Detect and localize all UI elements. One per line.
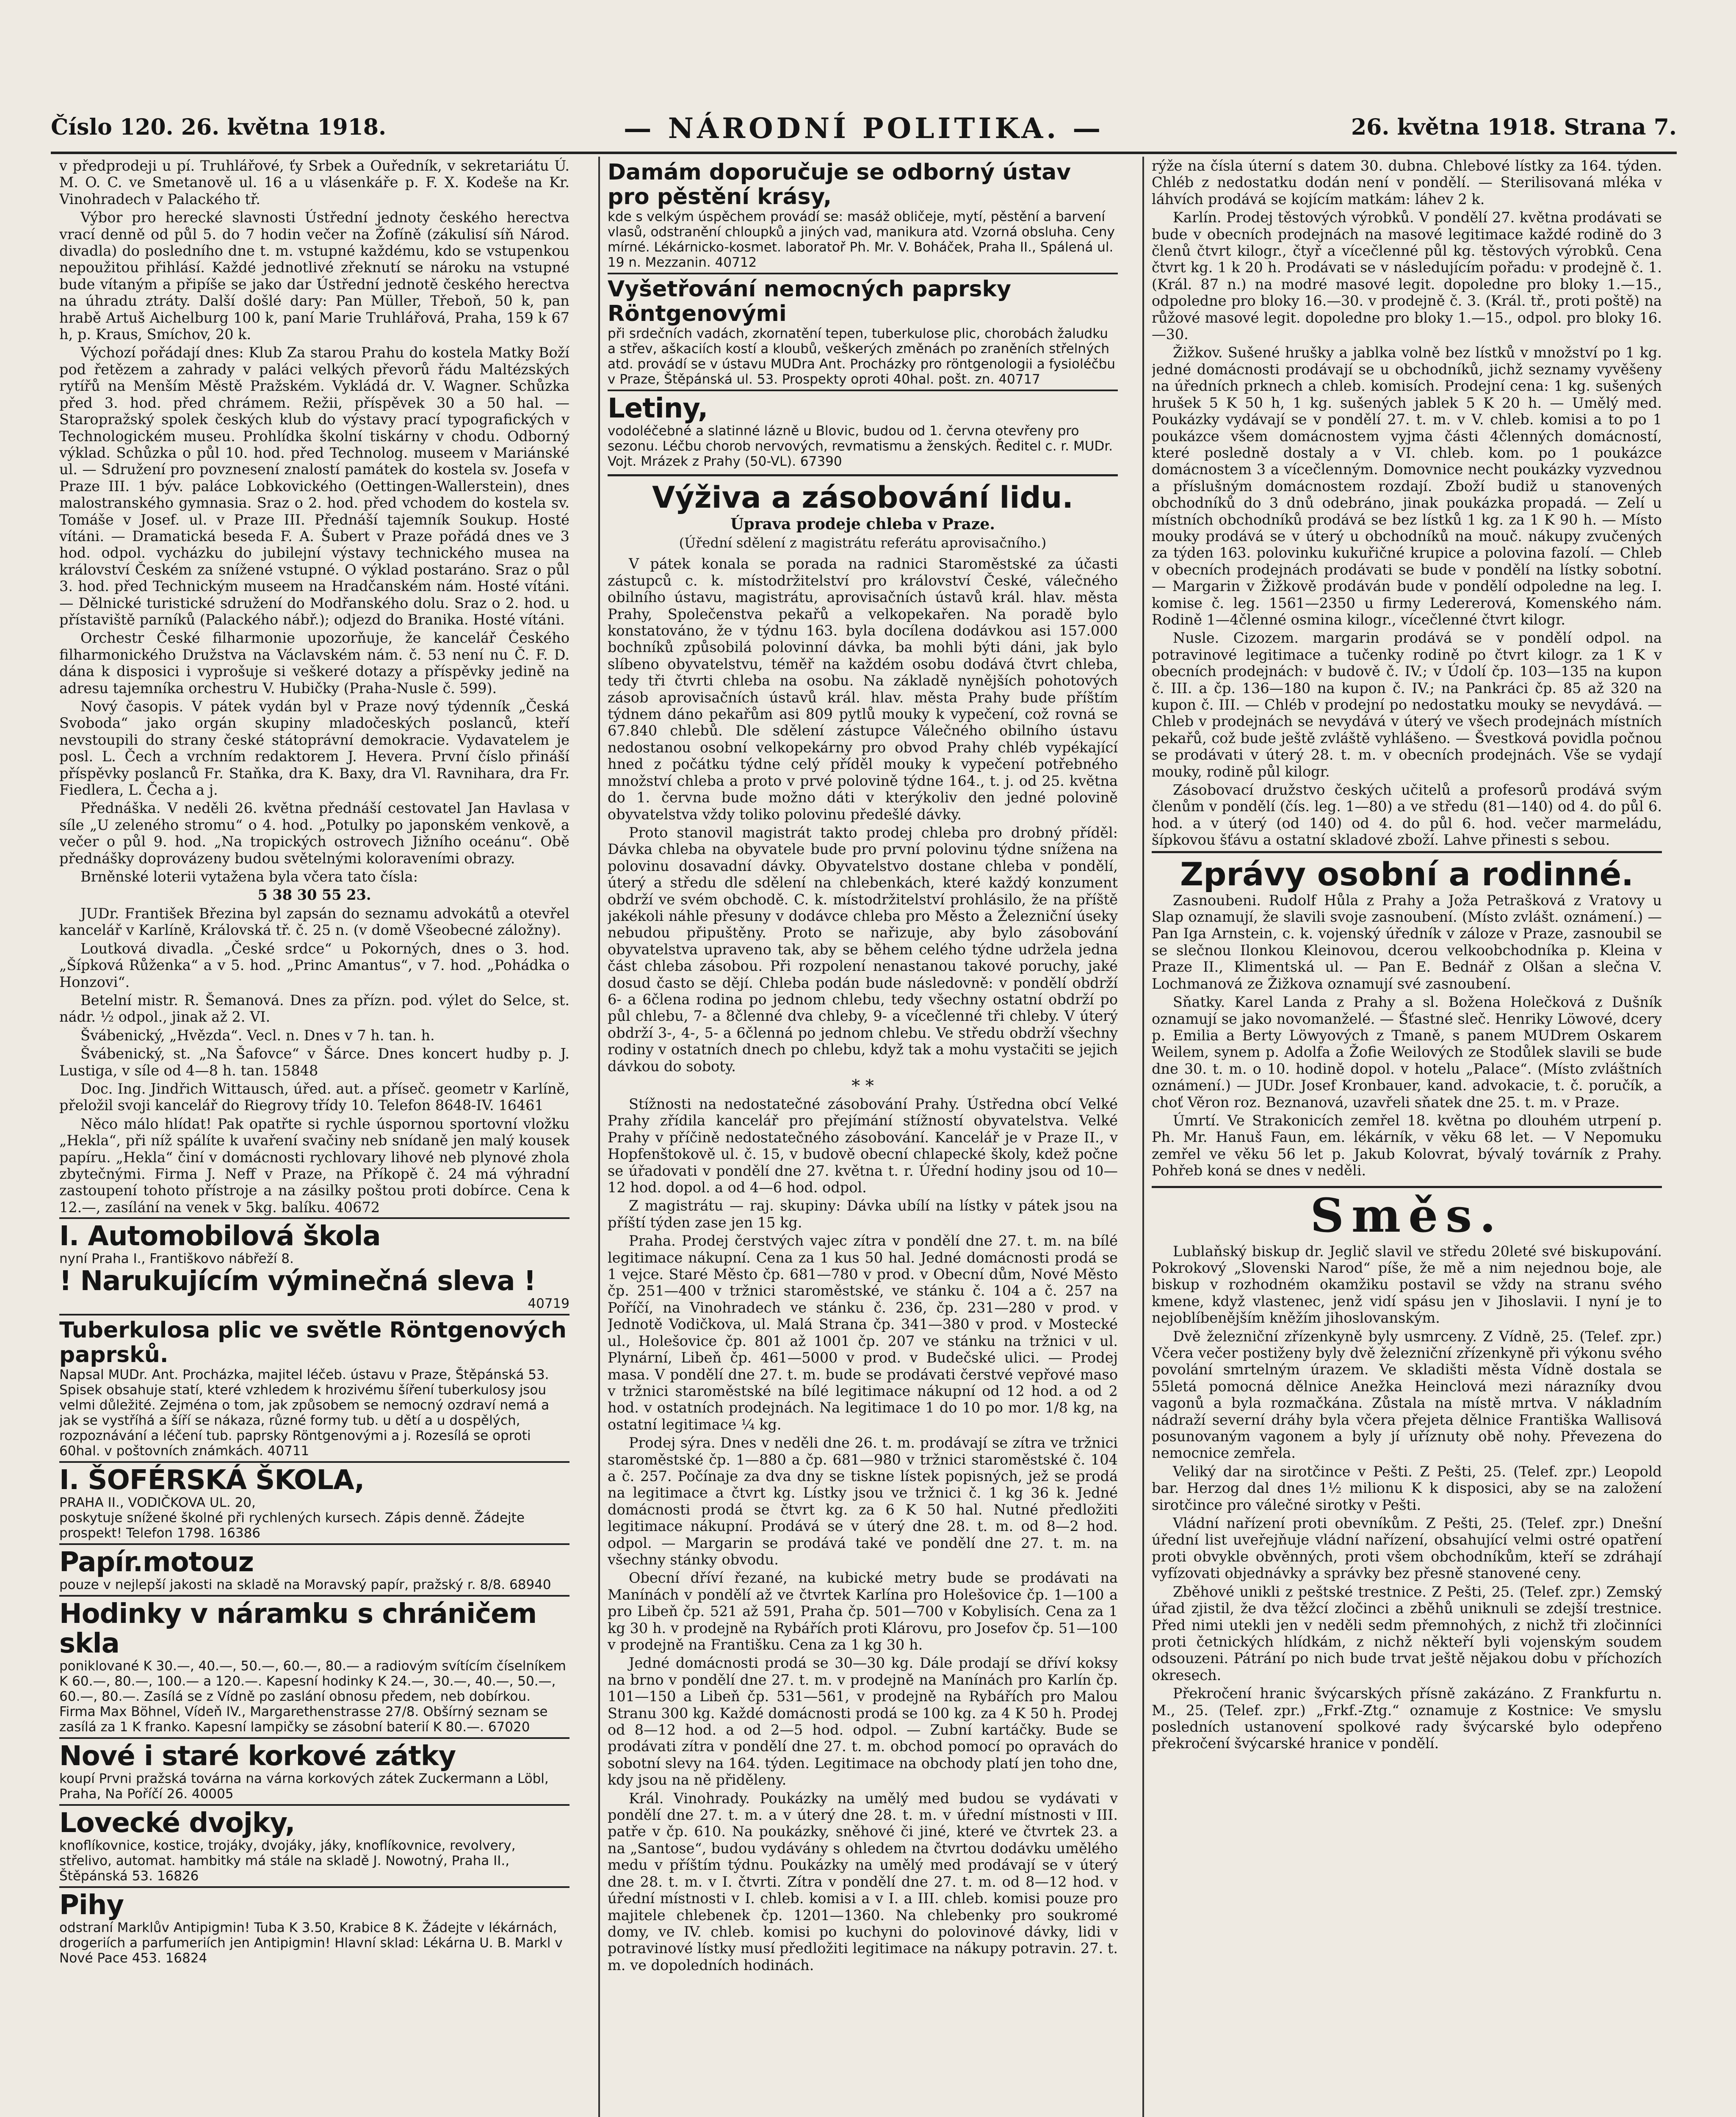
- ad-headline: Papír.motouz: [59, 1547, 254, 1578]
- lottery-numbers: 5 38 30 55 23.: [257, 887, 371, 904]
- section-headline: Směs.: [1152, 1186, 1662, 1243]
- section-ornament: * *: [851, 1076, 874, 1096]
- article-paragraph: Proto stanovil magistrát takto prodej chleba pro drobný příděl: Dávka chleba na obyvatele bude pro první polovinu týdne snížena na polovinu dosavadní dávky. Obyvatelstvo dostane chleba v pondělí, úterý a středu dle sdělení na chlebenkách, které každý konzument obdrží ve svém obchodě. C. k. místodržitelství prohlásilo, že na příště jakékoli náhle přesuny v dodávce chleba pro Město a Železniční úseky nebudou připuštěny. Proto se nařizuje, aby bylo zásobování obyvatelstva upraveno tak, aby se během celého týdne udržela jedna část chleba zásobou. Při rozpolení nenastanou takové poruchy, jaké dosud často se dějí. Chleba podán bude následovně: v pondělí obdrží 6- a 6člena rodina po jednom chlebu, tedy všechny ostatní obdrží po půl chlebu, 7- a 8členné dva chleby, 9- a vícečlenné tři chleby. V úterý obdrží 3-, 4-, 5- a 6členná po jednom chlebu. Ve středu obdrží všechny rodiny v ostatních dnech po chlebu, když tak a mohu vystačiti se jejich dávkou do soboty.: [608, 824, 1118, 1075]
- ad-headline: I. Automobilová škola: [59, 1221, 381, 1252]
- newspaper-title: — NÁRODNÍ POLITIKA. —: [623, 112, 1104, 145]
- article-paragraph: JUDr. František Březina byl zapsán do seznamu advokátů a otevřel kancelář v Karlíně, Královská tř. č. 25 n. (v domě Všeobecné záložny).: [59, 905, 569, 939]
- article-paragraph: Z magistrátu — raj. skupiny: Dávka ubílí na lístky v pátek jsou na příští týden zase jen 15 kg.: [608, 1197, 1118, 1231]
- section-headline: Výživa a zásobování lidu.: [608, 474, 1118, 515]
- ad-headline: Vyšetřování nemocných paprsky Röntgenovými: [608, 276, 1012, 326]
- advertisement: [608, 158, 1118, 273]
- article-paragraph: Výbor pro herecké slavnosti Ústřední jednoty českého herectva vrací denně od půl 5. do 7 hodin večer na Žofíně (zákulisí síň Národ. divadla) do posledního dne t. m. vstupné každému, kdo se vstupenkou nepoužitou přihlásí. Každé jednotlivé zřeknutí se nároku na vstupné bude vítaným a připíše se jako dar Ústřední jednotě českého herectva na úhradu ztráty. Další došlé dary: Pan Müller, Třeboň, 50 k, pan hrabě Artuš Aichelburg 100 k, paní Marie Truhlářová, Praha, 159 k 67 h, p. Kraus, Smíchov, 20 k.: [59, 209, 569, 343]
- column-3: [1152, 158, 1662, 2117]
- article-paragraph: Loutková divadla. „České srdce“ u Pokorných, dnes o 3. hod. „Šípková Růženka“ a v 5. hod. „Princ Amantus“, v 7. hod. „Pohádka o Honzovi“.: [59, 940, 569, 990]
- article-paragraph: Karlín. Prodej těstových výrobků. V pondělí 27. května prodávati se bude v obecních prodejnách na masové legitimace každé rodině do 3 členů čtvrt kilogr., čtyř a vícečlenné půl kg. těstových výrobků. Cena čtvrt kg. 1 k 20 h. Prodávati se v následujícím pořadu: v prodejně č. 1. (Král. 87 n.) na modré masové legit. dopoledne pro bloky 1.—15., odpoledne pro bloky 16.—30. v prodejně č. 3. (Král. tř., proti poště) na růžové masové legit. dopoledne pro bloky 1.—15., odpol. pro bloky 16.—30.: [1152, 209, 1662, 343]
- column-divider: [1142, 157, 1144, 2117]
- ad-headline: Lovecké dvojky,: [59, 1807, 295, 1839]
- article-paragraph: Úmrtí. Ve Strakonicích zemřel 18. května po dlouhém utrpení p. Ph. Mr. Hanuš Faun, em. lékárník, v věku 68 let. — V Nepomuku zemřel ve věku 56 let p. Jakub Kolovrat, bývalý továrník z Prahy. Pohřeb koná se dnes v neděli.: [1152, 1112, 1662, 1179]
- page-header: [51, 114, 1677, 152]
- ad-text: kde s velkým úspěchem provádí se: masáž obličeje, mytí, pěstění a barvení vlasů, odstranění chloupků a jiných vad, manikura atd. Vzorná obsluha. Ceny mírné. Lékárnicko-kosmet. laboratoř Ph. Mr. V. Boháček, Praha II., Spálená ul. 19 n. Mezzanin. 40712: [608, 209, 1115, 270]
- classified-notice: Švábenický, st. „Na Šafovce“ v Šárce. Dnes koncert hudby p. J. Lustiga, v síle od 4—8 h. tan. 15848: [59, 1045, 569, 1079]
- ad-text: PRAHA II., VODIČKOVA UL. 20,: [59, 1495, 256, 1511]
- article-paragraph: Stížnosti na nedostatečné zásobování Prahy. Ústředna obcí Velké Prahy zřídila kancelář pro přejímání stížností obyvatelstva. Velké Prahy v příčině nedostatečného zásobování. Kancelář je v Praze II., v Hopfenštokově ul. č. 15, v budově obecní chlapecké školy, kdež počne se úřadovati v pondělí dne 27. května t. r. Úřední hodiny jsou od 10—12 hod. dopol. a od 4—6 hod. odpol.: [608, 1096, 1118, 1196]
- article-paragraph: Zběhové unikli z peštské trestnice. Z Pešti, 25. (Telef. zpr.) Zemský úřad zjistil, že dva těžcí zločinci a zběhů uniknuli se zdejší trestnice. Před nimi utekli jen v neděli sedm přemnohých, z nichž tři zločinníci proti četnických hlídkám, z nichž někteří byli vojenským soudem odsouzeni. Pátrání po nich bude trvat ještě nějakou dobu v příchozích okresech.: [1152, 1583, 1662, 1683]
- ad-text: poniklované K 30.—, 40.—, 50.—, 60.—, 80.— a radiovým svítícím číselníkem K 60.—, 80.—, 100.— a 120.—. Kapesní hodinky K 24.—, 30.—, 40.—, 50.—, 60.—, 80.—. Zasílá se z Vídně po zaslání obnosu předem, neb dobírkou. Firma Max Böhnel, Vídeň IV., Margarethenstrasse 27/8. Obšírný seznam se zasílá za 1 K franko. Kapesní lampičky se zásobní baterií K 80.—. 67020: [59, 1658, 566, 1735]
- article-paragraph: Lublaňský biskup dr. Jeglič slavil ve středu 20leté své biskupování. Pokrokový „Slovenski Narod“ píše, že mě a nim nejednou boje, ale biskup v rozhodném okamžiku postavil se vždy na stranu svého kmene, když vlastenec, jenž vidí spásu jen v Jihoslavii. I nyní je to nejoblíbenějším kněžím jihoslovanským.: [1152, 1243, 1662, 1327]
- header-date-page: 26. května 1918. Strana 7.: [1351, 114, 1677, 140]
- advertisement: [59, 1543, 569, 1595]
- column-divider: [598, 157, 600, 2117]
- classified-notice: Něco málo hlídat! Pak opatřte si rychle úspornou sportovní vložku „Hekla“, při níž spálíte k uvaření svačiny neb snídaně jen malý kousek papíru. „Hekla“ činí v domácnosti rychlovary lihové neb plynové zhola zbytečnými. Firma J. Neff v Praze, na Příkopě č. 24 má výhradní zastoupení tohoto přístroje a na zásilky poštou proti dobírce. Cena k 12.—, zasílání na venek v 5kg. balíku. 40672: [59, 1115, 569, 1216]
- column-1: [59, 158, 569, 2117]
- article-paragraph: rýže na čísla úterní s datem 30. dubna. Chlebové lístky za 164. týden. Chléb z nedostatku dodán není v pondělí. — Sterilisovaná mléka v láhvích prodává se kojícím matkám: láhev 2 k.: [1152, 158, 1662, 207]
- classified-notice: Doc. Ing. Jindřich Wittausch, úřed. aut. a příseč. geometr v Karlíně, přeložil svoji kancelář do Riegrovy třídy 10. Telefon 8648-IV. 16461: [59, 1080, 569, 1114]
- ad-headline: Nové i staré korkové zátky: [59, 1741, 456, 1772]
- ad-text: knoflíkovnice, kostice, trojáky, dvojáky, jáky, knoflíkovnice, revolvery, střelivo, automat. hambitky má stále na skladě J. Nowotný, Praha II., Štěpánská 53. 16826: [59, 1838, 516, 1884]
- article-paragraph: Zásobovací družstvo českých učitelů a profesorů prodává svým členům v pondělí (čís. leg. 1—80) a ve středu (81—140) od 4. do půl 6. hod. a v úterý (od 140) od 4. do půl 6. hod. večer marmeládu, šípkovou šťávu a ostatní skladové zboží. Lahve přinesti s sebou.: [1152, 782, 1662, 848]
- ad-headline: Damám doporučuje se odborný ústav pro pěstění krásy,: [608, 160, 1071, 210]
- article-paragraph: Praha. Prodej čerstvých vajec zítra v pondělí dne 27. t. m. na bílé legitimace nákupní. Cena za 1 kus 50 hal. Jedné domácnosti prodá se 1 vejce. Staré Město čp. 681—780 v prod. v Obecní dům, Nové Město čp. 251—400 v tržnici staroměstské, ve stánku č. 104 a č. 257 na Poříčí, na Vinohradech ve stánku č. 236, čp. 231—280 v prod. v Jednotě Vodičkova, ul. Malá Strana čp. 341—380 v prod. v Mostecké ul., Holešovice čp. 801 až 1001 čp. 207 ve stánku na tržnici v ul. Plynární, Libeň čp. 461—5000 v prod. v Budečské ulici. — Prodej masa. V pondělí dne 27. t. m. bude se prodávati čerstvé vepřové maso v tržnici staroměstské na bílé legitimace nákupní od 12 hod. a od 2 hod. v ostatních prodejnách. Na legitimace 1 do 10 po mor. 1/8 kg, na ostatní legitimace ¼ kg.: [608, 1233, 1118, 1433]
- article-paragraph: Jedné domácnosti prodá se 30—30 kg. Dále prodají se dříví koksy na brno v pondělí dne 27. t. m. v prodejně na Manínách pro Karlín čp. 101—150 a Libeň čp. 531—561, v prodejně na Rybářích pro Malou Stranu 300 kg. Každé domácnosti prodá se 100 kg. za 4 K 50 h. Prodej od 8—12 hod. a od 2—5 hod. odpol. — Zubní kartáčky. Bude se prodávati zítra v pondělí dne 27. t. m. obchod pomocí po opravách do sobotní slevy na 164. týden. Legitimace na obchody platí jen toho dne, kdy jsou na ně přiděleny.: [608, 1655, 1118, 1788]
- article-paragraph: V pátek konala se porada na radnici Staroměstské za účasti zástupců c. k. místodržitelství pro království České, válečného obilního ústavu, magistrátu, aprovisačních ústavů král. hlav. města Prahy, Společenstva pekařů a velkopekařen. Na poradě bylo konstatováno, že v týdnu 163. byla docílena dodávkou asi 157.000 bochníků způsobilá polovinní dávka, ba mohli býti dáni, jak bylo slíbeno obyvatelstvu, téměř na každém osobu dodává čtvrt chleba, tedy tři čtvrti chleba na osobu. Na základě nynějších pohotových zásob aprovisačních ústavů král. hlav. města Prahy bude příštím týdnem dáno pekařům asi 809 pytlů mouky k vypečení, což rovná se 67.840 chlebů. Dle sdělení zástupce Válečného obilního ústavu nedostanou osobní velkopekárny pro obvod Prahy chléb vypékající hned z počátku týdne celý příděl mouky k vypečení potřebného množství chleba a proto v prvé polovině týdne 164., t. j. od 25. května do 1. června bude možno dáti v kterýkoliv den jedné polovině obyvatelstva vždy toliko polovinu předešlé dávky.: [608, 556, 1118, 823]
- article-paragraph: Král. Vinohrady. Poukázky na umělý med budou se vydávati v pondělí dne 27. t. m. a v úterý dne 28. t. m. v úřední místnosti v III. patře v čp. 610. Na poukázky, sněhové či jiné, které ve čtvrtek 23. a na „Santose“, budou vydávány s ohledem na čtvrtou dodávku umělého medu v příštím týdnu. Poukázky na umělý med prodávají se v úterý dne 28. t. m. v I. čtvrti. Zítra v pondělí dne 27. t. m. od 8—12 hod. v úřední místnosti v I. chleb. komisi a v I. a III. chleb. komisi pouze pro majitele chlebenek čp. 1201—1360. Na chlebenky pro soukromé domy, ve IV. chleb. komisi po kuchyni do polovinové dávky, lidi v potravinové lístky musí předložiti legitimace na nákupy potravin. 27. t. m. ve dopoledních hodinách.: [608, 1790, 1118, 1973]
- advertisement: [608, 390, 1118, 472]
- ad-headline: Tuberkulosa plic ve světle Röntgenových paprsků.: [59, 1318, 567, 1368]
- article-paragraph: Prodej sýra. Dnes v neděli dne 26. t. m. prodávají se zítra ve tržnici staroměstské čp. 1—880 a čp. 681—980 v tržnici staroměstské č. 104 a č. 257. Počínaje za dva dny se tiskne lístek popisných, jež se prodá na legitimace a čtvrt kg. Lístky jsou ve tržnici č. 1 kg 36 k. Jedné domácnosti prodá se čtvrt kg. za 6 K 50 hal. Nutné předložiti legitimace nákupní. Prodává se v úterý dne 28. t. m. od 8—2 hod. odpol. — Margarin se prodává také ve pondělí dne 27. t. m. na všechny stánky obvodu.: [608, 1434, 1118, 1568]
- ad-text: vodoléčebné a slatinné lázně u Blovic, budou od 1. června otevřeny pro sezonu. Léčbu chorob nervových, revmatismu a ženských. Ředitel c. r. MUDr. Vojt. Mrázek z Prahy (50-VL). 67390: [608, 423, 1113, 469]
- ad-text: odstraní Marklův Antipigmin! Tuba K 3.50, Krabice 8 K. Žádejte v lékárnách, drogeriích a parfumeriích jen Antipigmin! Hlavní sklad: Lékárna U. B. Markl v Nové Pace 453. 16824: [59, 1920, 563, 1966]
- ad-text: při srdečních vadách, zkornatění tepen, tuberkulose plic, chorobách žaludku a střev, aškaciích kostí a kloubů, veškerých změnách po zraněních střelných atd. provádí se v ústavu MUDra Ant. Procházky pro röntgenologii a fysioléčbu v Praze, Štěpánská ul. 53. Prospekty oproti 40hal. pošt. zn. 40717: [608, 326, 1116, 387]
- article-paragraph: Vládní nařízení proti obevníkům. Z Pešti, 25. (Telef. zpr.) Dnešní úřední list uveřejňuje vládní nařízení, obsahující velmi ostré opatření proti obvykle obvěnných, proti všem obchodníkům, kteří se zdráhají vyfízovati objednávky a správky bez přesně stanovené ceny.: [1152, 1515, 1662, 1582]
- classified-notice: Betelní mistr. R. Šemanová. Dnes za přízn. pod. výlet do Selce, st. nádr. ½ odpol., jinak až 2. VI.: [59, 992, 569, 1025]
- ad-headline: ! Narukujícím výminečná sleva !: [59, 1266, 536, 1297]
- article-paragraph: Veliký dar na sirotčince v Pešti. Z Pešti, 25. (Telef. zpr.) Leopold bar. Herzog dal dnes 1½ milionu K k disposici, aby se na založení sirotčince pro válečné sirotky v Pešti.: [1152, 1463, 1662, 1513]
- article-paragraph: Obecní dříví řezané, na kubické metry bude se prodávati na Manínách v pondělí až ve čtvrtek Karlína pro Holešovice čp. 1—100 a pro Libeň čp. 521 až 591, Praha čp. 501—700 v Kobylisích. Cena za 1 kg 30 h. v prodejně na Rybářích proti Klárovu, pro Josefov čp. 51—100 v prodejně na Františku. Cena za 1 kg 30 h.: [608, 1570, 1118, 1653]
- ad-text: Napsal MUDr. Ant. Procházka, majitel léčeb. ústavu v Praze, Štěpánská 53. Spisek obsahuje statí, které vzhledem k hrozivému šíření tuberkulosy jsou velmi důležité. Zejména o tom, jak způsobem se nemocný ozdraví nemá a jak se vystříhá a šíří se nákaza, různé formy tub. u dětí a u dospělých, rozpoznávání a léčení tub. paprsky Röntgenovými a j. Rozesílá se oproti 60hal. v poštovních známkách. 40711: [59, 1367, 550, 1459]
- article-paragraph: Přednáška. V neděli 26. května přednáší cestovatel Jan Havlasa v síle „U zeleného stromu“ o 4. hod. „Potulky po japonském venkově, a večer o půl 9. hod. „Na tropických ostrovech Jižního oceánu“. Obě přednášky doprovázeny budou světelnými koloraveními obrazy.: [59, 800, 569, 867]
- article-subtitle: (Úřední sdělení z magistrátu referátu aprovisačního.): [679, 535, 1047, 551]
- ad-text: nyní Praha I., Františkovo nábřeží 8.: [59, 1251, 294, 1267]
- article-paragraph: Nový časopis. V pátek vydán byl v Praze nový týdenník „Česká Svoboda“ jako orgán skupiny mladočeských poslanců, kteří nevstoupili do strany české státoprávní demokracie. Vydavatelem je posl. L. Čech a vrchním redaktorem J. Hevera. První číslo přináší příspěvky poslanců Fr. Staňka, dra K. Baxy, dra Vl. Ravnihara, dra Fr. Fiedlera, L. Čecha a j.: [59, 698, 569, 799]
- advertisement: [59, 1737, 569, 1804]
- article-paragraph: Dvě železniční zřízenkyně byly usmrceny. Z Vídně, 25. (Telef. zpr.) Včera večer postiženy byly dvě železniční zřízenkyně při výkonu svého povolání smrtelným úrazem. Ve skladišti města Vídně dostala se 55letá pomocná dělnice Anežka Heinclová mezi nárazníky dvou vagonů a byla rozmačkána. Zůstala na místě mrtva. V nákladním nádraží severní dráhy byla včera přejeta dělnice Františka Wallisová posunovaným vagonem a byly jí uříznuty obě nohy. Převezena do nemocnice zemřela.: [1152, 1328, 1662, 1462]
- advertisement: [59, 1595, 569, 1737]
- ad-headline: I. ŠOFÉRSKÁ ŠKOLA,: [59, 1465, 365, 1496]
- article-title: Úprava prodeje chleba v Praze.: [730, 515, 995, 533]
- advertisement: [59, 1886, 569, 1968]
- advertisement: [59, 1461, 569, 1543]
- advertisement: [608, 273, 1118, 390]
- ad-text: pouze v nejlepší jakosti na skladě na Moravský papír, pražský r. 8/8. 68940: [59, 1577, 551, 1593]
- header-rule: [51, 152, 1677, 154]
- article-paragraph: Sňatky. Karel Landa z Prahy a sl. Božena Holečková z Dušník oznamují se jako novomanželé. — Šťastné sleč. Henriky Löwové, dcery p. Emilia a Berty Löwyových z Tmaně, s panem MUDrem Oskarem Weilem, synem p. Adolfa a Žofie Weilových ze Stodůlek slavili se bude dne 30. t. m. o 10. hodině dopol. v hotelu „Palace“. (Místo zvláštních oznámení.) — JUDr. Josef Kronbauer, kand. advokacie, t. č. poručík, a choť Věron roz. Beznanová, uzavřeli sňatek dne 25. t. m. v Praze.: [1152, 994, 1662, 1111]
- article-paragraph: Brněnské loterii vytažena byla včera tato čísla:: [80, 868, 418, 885]
- article-paragraph: Zasnoubeni. Rudolf Hůla z Prahy a Joža Petrašková z Vratovy u Slap oznamují, že slavili svoje zasnoubení. (Místo zvlášt. oznámení.) — Pan Iga Arnstein, c. k. vojenský úředník v záloze v Praze, zasnoubil se se slečnou Ilonkou Kleinovou, dcerou velkoobchodníka p. Kleina v Praze II., Klimentská ul. — Pan E. Bednář z Olšan a slečna V. Lochmanová ze Žižkova oznamují své zasnoubení.: [1152, 892, 1662, 992]
- article-paragraph: Výchozí pořádají dnes: Klub Za starou Prahu do kostela Matky Boží pod řetězem a zahrady v paláci velkých převorů řádu Maltézských rytířů na Menším Městě Pražském. Vykládá dr. V. Wagner. Schůzka před 3. hod. před chrámem. Režii, příspěvek 30 a 50 hal. — Staropražský spolek českých klub do výstavy prací typografických v Technologickém museu. Prohlídka školní tiskárny v chodu. Odborný výklad. Schůzka o půl 10. hod. před Technolog. museem v Mariánské ul. — Sdružení pro povznesení znalostí památek do kostela sv. Josefa v Praze III. 1 býv. paláce Lobkovického (Oettingen-Wallerstein), dnes malostranského gymnasia. Sraz o 2. hod. před vchodem do kostela sv. Tomáše v Josef. ul. v Praze III. Přednáší tajemník Soukup. Hosté vítáni. — Dramatická beseda F. A. Šubert v Praze pořádá dnes ve 3 hod. odpol. vycházku do jubilejní výstavy technického musea na království Českém za snížené vstupné. O výklad postaráno. Sraz o půl 3. hod. před Technickým museem na Hradčanském nám. Hosté vítáni. — Dělnické turistické sdružení do Modřanského dolu. Sraz o 2. hod. u přístaviště parníků (Palackého nábř.); odjezd do Branika. Hosté vítáni.: [59, 344, 569, 628]
- section-headline: Zprávy osobní a rodinné.: [1152, 851, 1662, 892]
- ad-headline: Pihy: [59, 1890, 124, 1921]
- ad-headline: Hodinky v náramku s chráničem skla: [59, 1598, 537, 1660]
- ad-text: koupí Prvni pražská továrna na: [59, 1771, 262, 1787]
- advertisement: [59, 1217, 569, 1314]
- article-paragraph: Orchestr České filharmonie upozorňuje, že kancelář Českého filharmonického Družstva na Václavském nám. č. 53 není nu Č. F. D. dána k disposici i vyprošuje si veškeré dotazy a příspěvky jedině na adresu tajemníka orchestru V. Hubičky (Praha-Nusle č. 599).: [59, 630, 569, 696]
- ad-number: 40719: [528, 1296, 569, 1312]
- ad-text: poskytuje snížené školné při rychlených kursech. Zápis denně. Žádejte prospekt! Telefon 1798. 16386: [59, 1510, 525, 1541]
- article-paragraph: Nusle. Cizozem. margarin prodává se v pondělí odpol. na potravinové legitimace a tučenky rodině po čtvrt kilogr. za 1 K v obecních prodejnách: v budově č. IV.; v Údolí čp. 103—135 na kupon č. III. a čp. 136—180 na kupon č. IV.; na Pankráci čp. 85 až 320 na kupon č. III. — Chléb v prodejní po nedostatku mouky se nevydává. — Chleb v prodejnách se nevydává v úterý ve všech prodejnách místních pekařů, což bude ještě zvláště vyhlášeno. — Švestková povidla počnou se prodávati v úterý 28. t. m. v obecních prodejnách. Vše se vydají mouky, rodině půl kilogr.: [1152, 630, 1662, 780]
- column-2: [608, 158, 1118, 2117]
- ad-text: várna korkových zátek Zuckermann a Löbl, Praha, Na Poříčí 26. 40005: [59, 1771, 549, 1802]
- article-paragraph: v předprodeji u pí. Truhlářové, ťy Srbek a Ouředník, v sekretariátu Ú. M. O. C. ve Smetanově ul. 16 a u vlásenkáře p. F. X. Kodeše na Kr. Vinohradech v Palackého tř.: [59, 158, 569, 207]
- article-paragraph: Překročení hranic švýcarských přísně zakázáno. Z Frankfurtu n. M., 25. (Telef. zpr.) „Frkf.-Ztg.“ oznamuje z Kostnice: Ve smyslu posledních ustanovení spolkové rady švýcarské bylo odepřeno překročení švýcarské hranice v pondělí.: [1152, 1685, 1662, 1752]
- advertisement: [59, 1314, 569, 1461]
- header-issue: Číslo 120. 26. května 1918.: [51, 114, 387, 140]
- classified-notice: Švábenický, „Hvězda“. Vecl. n. Dnes v 7 h. tan. h.: [80, 1027, 435, 1044]
- ad-headline: Letiny,: [608, 393, 708, 424]
- advertisement: [59, 1804, 569, 1886]
- article-paragraph: Žižkov. Sušené hrušky a jablka volně bez lístků v množství po 1 kg. jedné domácnosti prodávají se u obchodníků, jichž seznamy vyvěšeny na úředních prknech a chleb. komisích. Prodejní cena: 1 kg. sušených hrušek 5 K 50 h, 1 kg. sušených jablek 5 K 20 h. — Umělý med. Poukázky vydávají se v pondělí 27. t. m. v V. chleb. komisi a to po 1 poukázce všem domácnostem vyjma části 4členných domácností, které posledně dostaly a v VI. chleb. kom. po 1 poukázce domácnostem 3 a vícečlenným. Domovnice necht poukázky vyzvednou a příslušným domácnostem rozdají. Zboží budiž u stanovených obchodníků do 3 dnů odebráno, jinak poukázka propadá. — Zelí u místních obchodníků prodává se bez lístků 1 kg. za 1 K 90 h. — Místo mouky prodává se v úterý u obchodníků na mouč. nákupy zvučených za týden 163. polovinku kukuřičné krupice a polovina fazolí. — Chleb v obecních prodejnách prodávati se bude v pondělí na lístky sobotní. — Margarin v Žižkově prodáván bude v pondělí odpoledne na leg. I. komise č. leg. 1561—2350 u firmy Ledererová, Komenského nám. Rodině 1—4členné osmina kilogr., vícečlenné čtvrt kilogr.: [1152, 344, 1662, 628]
